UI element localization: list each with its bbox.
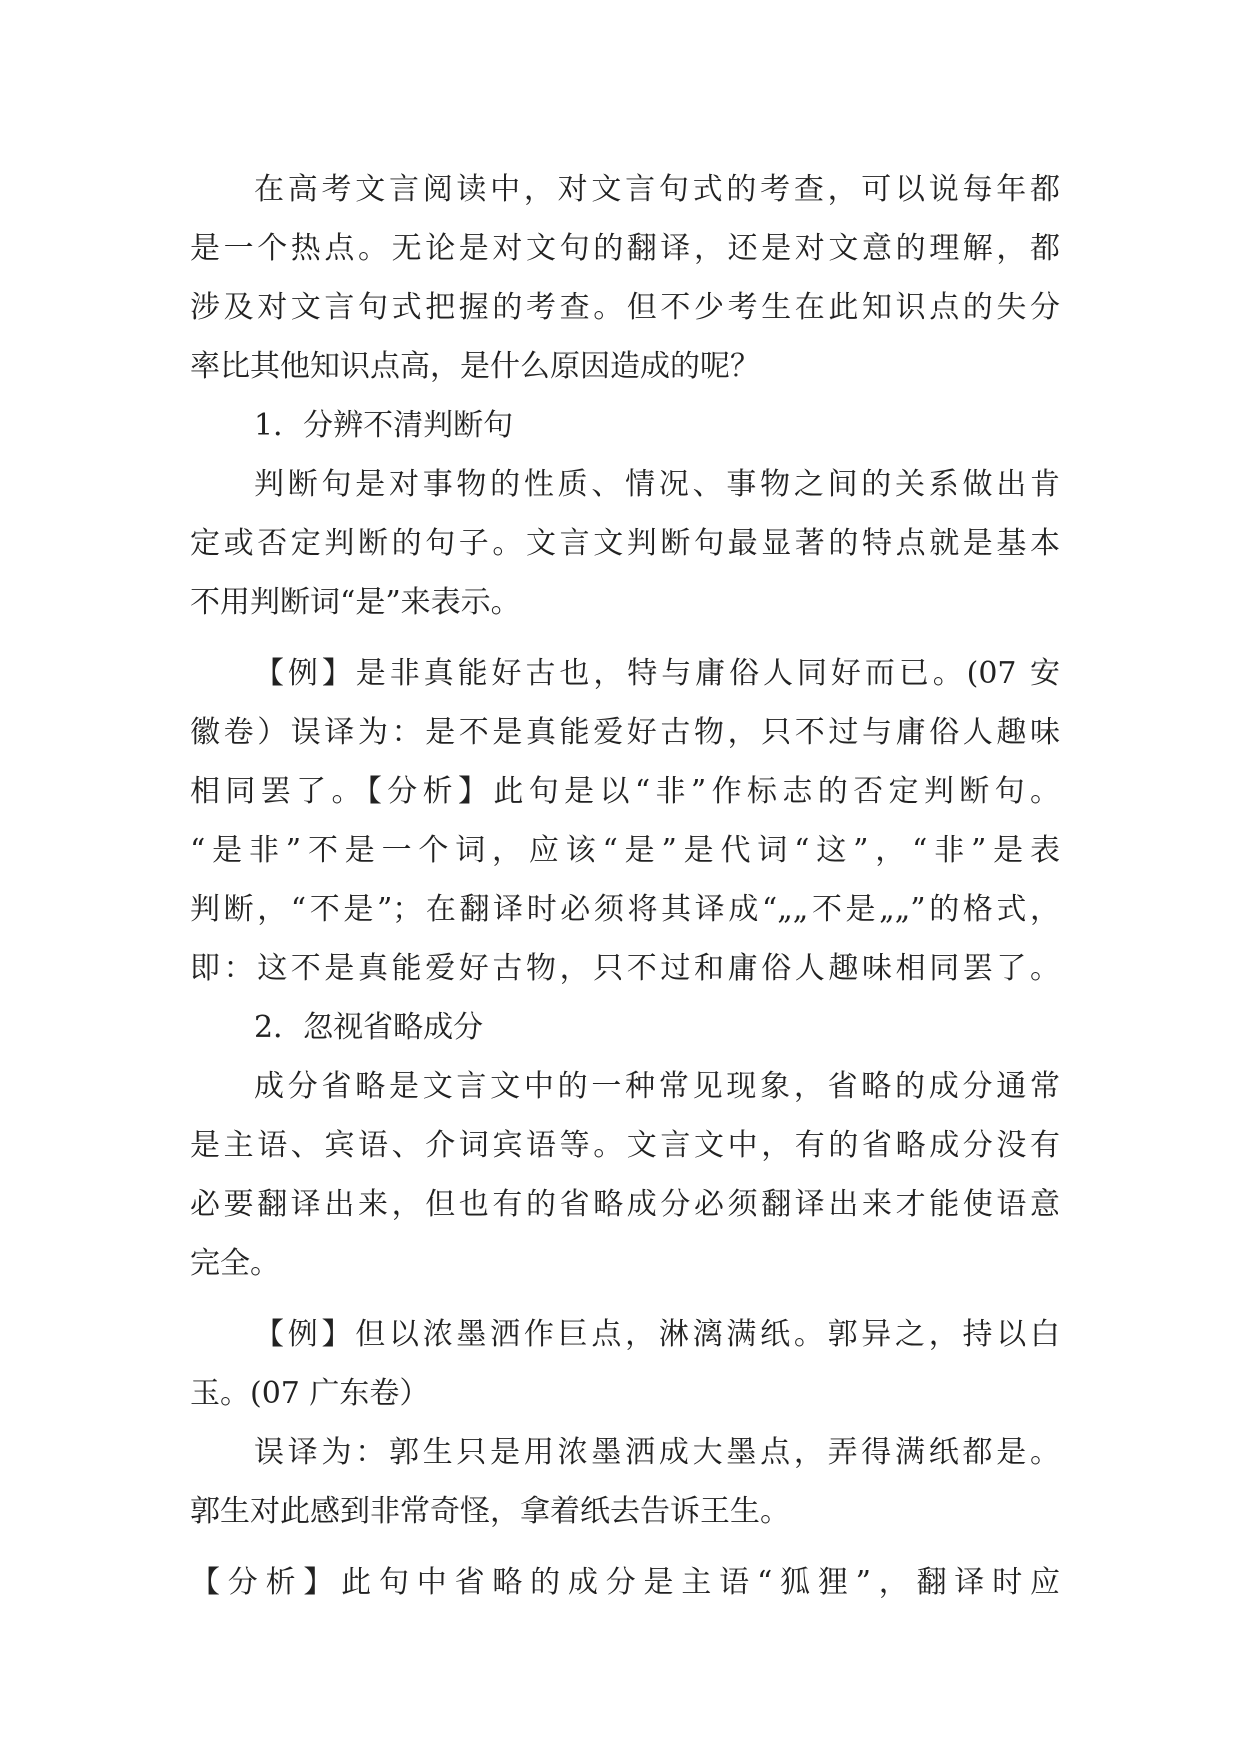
example-line: 【例】是非真能好古也，特与庸俗人同好而已。(07 安 (254, 656, 1060, 691)
paragraph-line: 误译为：郭生只是用浓墨洒成大墨点，弄得满纸都是。 (254, 1435, 1060, 1470)
document-body (190, 160, 1060, 1612)
paragraph-gap (190, 1541, 1060, 1553)
paragraph-line: 成分省略是文言文中的一种常见现象，省略的成分通常 (254, 1069, 1060, 1104)
analysis-line: 【分析】此句中省略的成分是主语“狐狸”，翻译时应 (190, 1565, 1060, 1600)
example-line: “是非”不是一个词，应该“是”是代词“这”，“非”是表 (190, 833, 1060, 868)
paragraph-gap (190, 632, 1060, 644)
paragraph-line: 是一个热点。无论是对文句的翻译，还是对文意的理解，都 (190, 231, 1060, 266)
example-line: 即：这不是真能爱好古物，只不过和庸俗人趣味相同罢了。 (190, 951, 1060, 986)
paragraph-line: 必要翻译出来，但也有的省略成分必须翻译出来才能使语意 (190, 1187, 1060, 1222)
section-heading: 2．忽视省略成分 (254, 1010, 484, 1045)
paragraph-line: 率比其他知识点高，是什么原因造成的呢？ (190, 349, 760, 384)
example-line: 徽卷）误译为：是不是真能爱好古物，只不过与庸俗人趣味 (190, 715, 1060, 750)
example-line: 【例】但以浓墨洒作巨点，淋漓满纸。郭异之，持以白 (254, 1317, 1060, 1352)
paragraph-line: 判断句是对事物的性质、情况、事物之间的关系做出肯 (254, 467, 1060, 502)
example-line: 相同罢了。【分析】此句是以“非”作标志的否定判断句。 (190, 774, 1060, 809)
example-line: 玉。(07 广东卷） (190, 1376, 430, 1411)
paragraph-line: 郭生对此感到非常奇怪，拿着纸去告诉王生。 (190, 1494, 790, 1529)
example-line: 判断，“不是”；在翻译时必须将其译成“„„不是„„”的格式， (190, 892, 1060, 927)
paragraph-line: 不用判断词“是”来表示。 (190, 585, 521, 620)
paragraph-line: 是主语、宾语、介词宾语等。文言文中，有的省略成分没有 (190, 1128, 1060, 1163)
paragraph-gap (190, 1293, 1060, 1305)
paragraph-line: 定或否定判断的句子。文言文判断句最显著的特点就是基本 (190, 526, 1060, 561)
paragraph-line: 完全。 (190, 1246, 280, 1281)
paragraph-line: 在高考文言阅读中，对文言句式的考查，可以说每年都 (254, 172, 1060, 207)
paragraph-line: 涉及对文言句式把握的考查。但不少考生在此知识点的失分 (190, 290, 1060, 325)
section-heading: 1．分辨不清判断句 (254, 408, 514, 443)
